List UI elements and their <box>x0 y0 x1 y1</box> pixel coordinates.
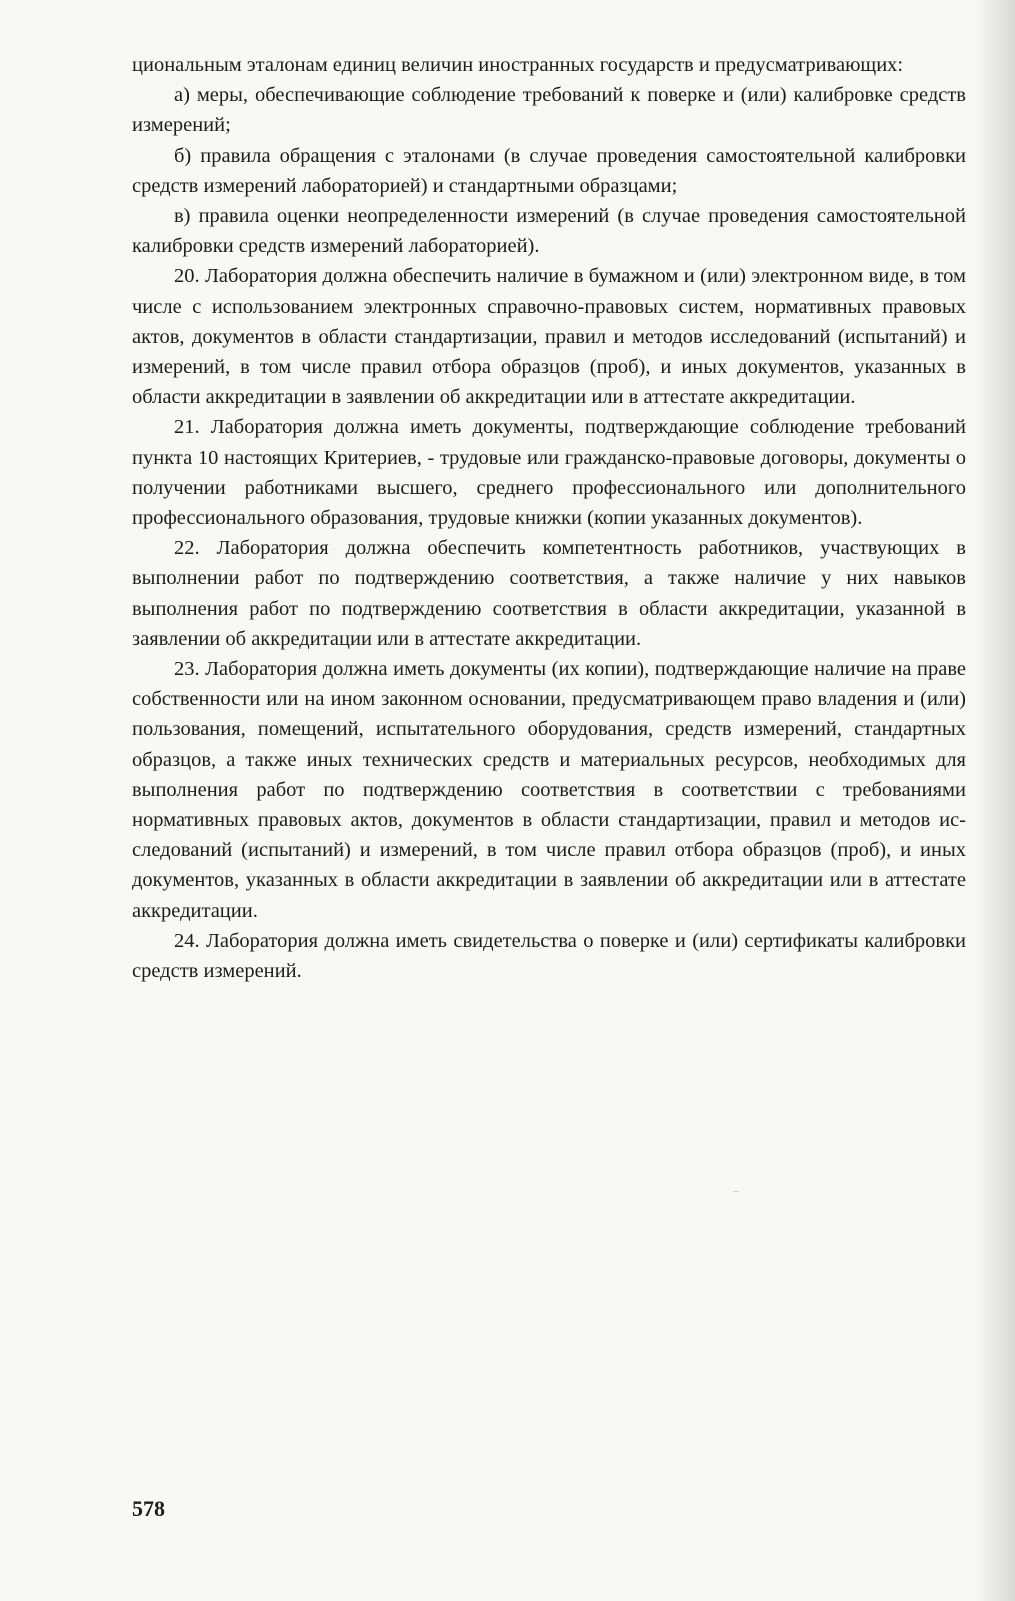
scan-edge-shadow <box>975 0 1015 1601</box>
paragraph-continuation: циональным эталонам единиц величин иностранных государств и предусматривающих: <box>132 54 904 76</box>
paragraph-item-v: в) правила оценки неопределенности измерений (в случае проведения самостоятельной калибровки средств измерений лабораторией). <box>132 205 966 258</box>
paragraph-24: 24. Лаборатория должна иметь свидетельства о поверке и (или) сертификаты калибровки средств измерений. <box>132 929 966 983</box>
paragraph-23: 23. Лаборатория должна иметь документы (их копии), подтверждающие наличие на праве собственности или на ином законном основании, предусматривающем право владения и (или) пользования, помещений, испытательного оборудования, средств измерений, стандартных образцов, а также иных технических средств и материальных ресурсов, необходимых для выполнения работ по подтверждению соответствия в соответствии с требованиями нормативных правовых актов, документов в области стандартизации, правил и методов исследований (испытаний) и измерений, в том числе правил отбора образцов (проб), и иных документов, указанных в области аккредитации в заявлении об аккредитации или в аттестате аккредитации. <box>132 658 966 922</box>
paragraph-item-b: б) правила обращения с эталонами (в случае проведения самостоятельной калибровки средств измерений лабораторией) и стандартными образцами; <box>132 144 966 197</box>
paragraph-21: 21. Лаборатория должна иметь документы, подтверждающие соблюдение требований пункта 10 настоящих Критериев, - трудовые или гражданско-правовые договоры, документы о получении работниками высшего, среднего профессионального или дополнительного профессионального образования, трудовые книжки (копии указанных документов). <box>132 416 966 530</box>
page-number: 578 <box>132 1496 165 1521</box>
scan-speck <box>733 1191 739 1192</box>
paragraph-22: 22. Лаборатория должна обеспечить компетентность работников, участвующих в выполнении работ по подтверждению соответствия, а также наличие у них навыков выполнения работ по подтверждению соответствия в области аккредитации, указанной в заявлении об аккредитации или в аттестате аккредитации. <box>132 537 966 650</box>
paragraph-20: 20. Лаборатория должна обеспечить наличие в бумажном и (или) электронном виде, в том числе с использованием электронных справочно-правовых систем, нормативных правовых актов, документов в области стандартизации, правил и методов исследований (испытаний) и измерений, в том числе правил отбора образцов (проб), и иных документов, указанных в области аккредитации в заявлении об аккредитации или в аттестате аккредитации. <box>132 265 966 409</box>
body-text <box>132 50 966 986</box>
paragraph-item-a: а) меры, обеспечивающие соблюдение требований к поверке и (или) калибровке средств измерений; <box>132 84 966 137</box>
